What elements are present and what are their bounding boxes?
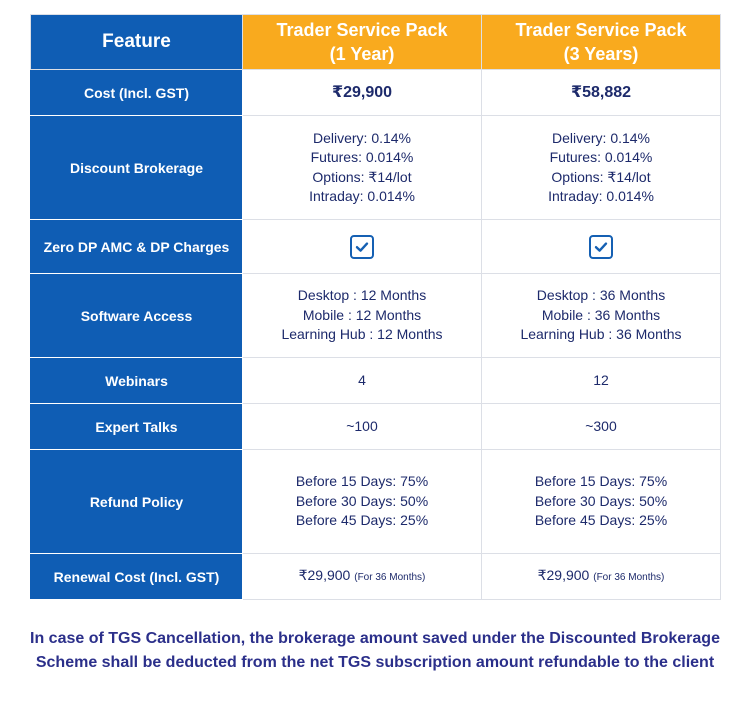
software-line: Desktop : 36 Months xyxy=(536,287,666,304)
checkbox-checked-icon xyxy=(589,235,613,259)
renewal-amount: ₹29,900 xyxy=(298,566,351,583)
brokerage-values-3-years xyxy=(482,116,721,220)
table-row-renewal-cost xyxy=(31,554,721,600)
renewal-value-3-years xyxy=(482,554,721,600)
brokerage-line: Futures: 0.014% xyxy=(310,149,414,165)
table-row-webinars xyxy=(31,358,721,404)
plan-header-1-year xyxy=(243,15,482,70)
plan-header-duration: (1 Year) xyxy=(329,44,395,64)
comparison-table xyxy=(30,14,721,600)
brokerage-line: Futures: 0.014% xyxy=(549,149,653,165)
refund-line: Before 45 Days: 25% xyxy=(295,512,429,529)
renewal-value-1-year xyxy=(243,554,482,600)
plan-header-title: Trader Service Pack xyxy=(276,20,448,40)
brokerage-line: Delivery: 0.14% xyxy=(551,129,651,146)
brokerage-line: Intraday: 0.014% xyxy=(309,188,415,204)
renewal-duration-note: (For 36 Months) xyxy=(593,571,665,583)
cost-value-1-year: ₹29,900 xyxy=(243,70,482,116)
checkbox-checked-icon xyxy=(350,235,374,259)
table-row-software-access xyxy=(31,274,721,358)
brokerage-line: Options: ₹14/lot xyxy=(551,168,651,185)
software-values-3-years xyxy=(482,274,721,358)
refund-line: Before 45 Days: 25% xyxy=(534,512,668,529)
expert-talks-value-1-year: ~100 xyxy=(243,404,482,450)
refund-values-3-years xyxy=(482,450,721,554)
renewal-duration-note: (For 36 Months) xyxy=(354,571,426,583)
plan-header-3-years xyxy=(482,15,721,70)
table-row-refund-policy xyxy=(31,450,721,554)
table-row-expert-talks xyxy=(31,404,721,450)
brokerage-line: Options: ₹14/lot xyxy=(312,168,412,185)
refund-line: Before 30 Days: 50% xyxy=(295,492,429,509)
refund-line: Before 30 Days: 50% xyxy=(534,492,668,509)
refund-line: Before 15 Days: 75% xyxy=(295,473,429,490)
brokerage-values-1-year xyxy=(243,116,482,220)
feature-label: Zero DP AMC & DP Charges xyxy=(31,220,243,274)
cost-value-3-years: ₹58,882 xyxy=(482,70,721,116)
refund-values-1-year xyxy=(243,450,482,554)
table-row-discount-brokerage xyxy=(31,116,721,220)
software-line: Mobile : 36 Months xyxy=(541,306,661,323)
webinars-value-1-year: 4 xyxy=(243,358,482,404)
feature-label: Webinars xyxy=(31,358,243,404)
feature-label: Expert Talks xyxy=(31,404,243,450)
software-line: Learning Hub : 36 Months xyxy=(520,326,682,343)
dp-amc-included-3-years xyxy=(482,220,721,274)
refund-line: Before 15 Days: 75% xyxy=(534,473,668,490)
webinars-value-3-years: 12 xyxy=(482,358,721,404)
software-values-1-year xyxy=(243,274,482,358)
feature-label: Cost (Incl. GST) xyxy=(31,70,243,116)
renewal-amount: ₹29,900 xyxy=(537,566,590,583)
expert-talks-value-3-years: ~300 xyxy=(482,404,721,450)
feature-column-header: Feature xyxy=(31,15,243,70)
dp-amc-included-1-year xyxy=(243,220,482,274)
table-row-cost xyxy=(31,70,721,116)
brokerage-line: Intraday: 0.014% xyxy=(548,188,654,204)
feature-label: Discount Brokerage xyxy=(31,116,243,220)
cancellation-footnote: In case of TGS Cancellation, the brokerage amount saved under the Discounted Brokerage Scheme shall be deducted from the net TGS subscription amount refundable to the client xyxy=(30,630,720,671)
plan-header-duration: (3 Years) xyxy=(563,44,639,64)
feature-label: Refund Policy xyxy=(31,450,243,554)
feature-label: Software Access xyxy=(31,274,243,358)
table-header-row xyxy=(31,15,721,70)
comparison-table-wrapper xyxy=(30,14,720,600)
software-line: Learning Hub : 12 Months xyxy=(281,326,443,343)
table-row-zero-dp-amc xyxy=(31,220,721,274)
feature-label: Renewal Cost (Incl. GST) xyxy=(31,554,243,600)
brokerage-line: Delivery: 0.14% xyxy=(312,129,412,146)
software-line: Desktop : 12 Months xyxy=(297,287,427,304)
software-line: Mobile : 12 Months xyxy=(302,306,422,323)
plan-header-title: Trader Service Pack xyxy=(515,20,687,40)
